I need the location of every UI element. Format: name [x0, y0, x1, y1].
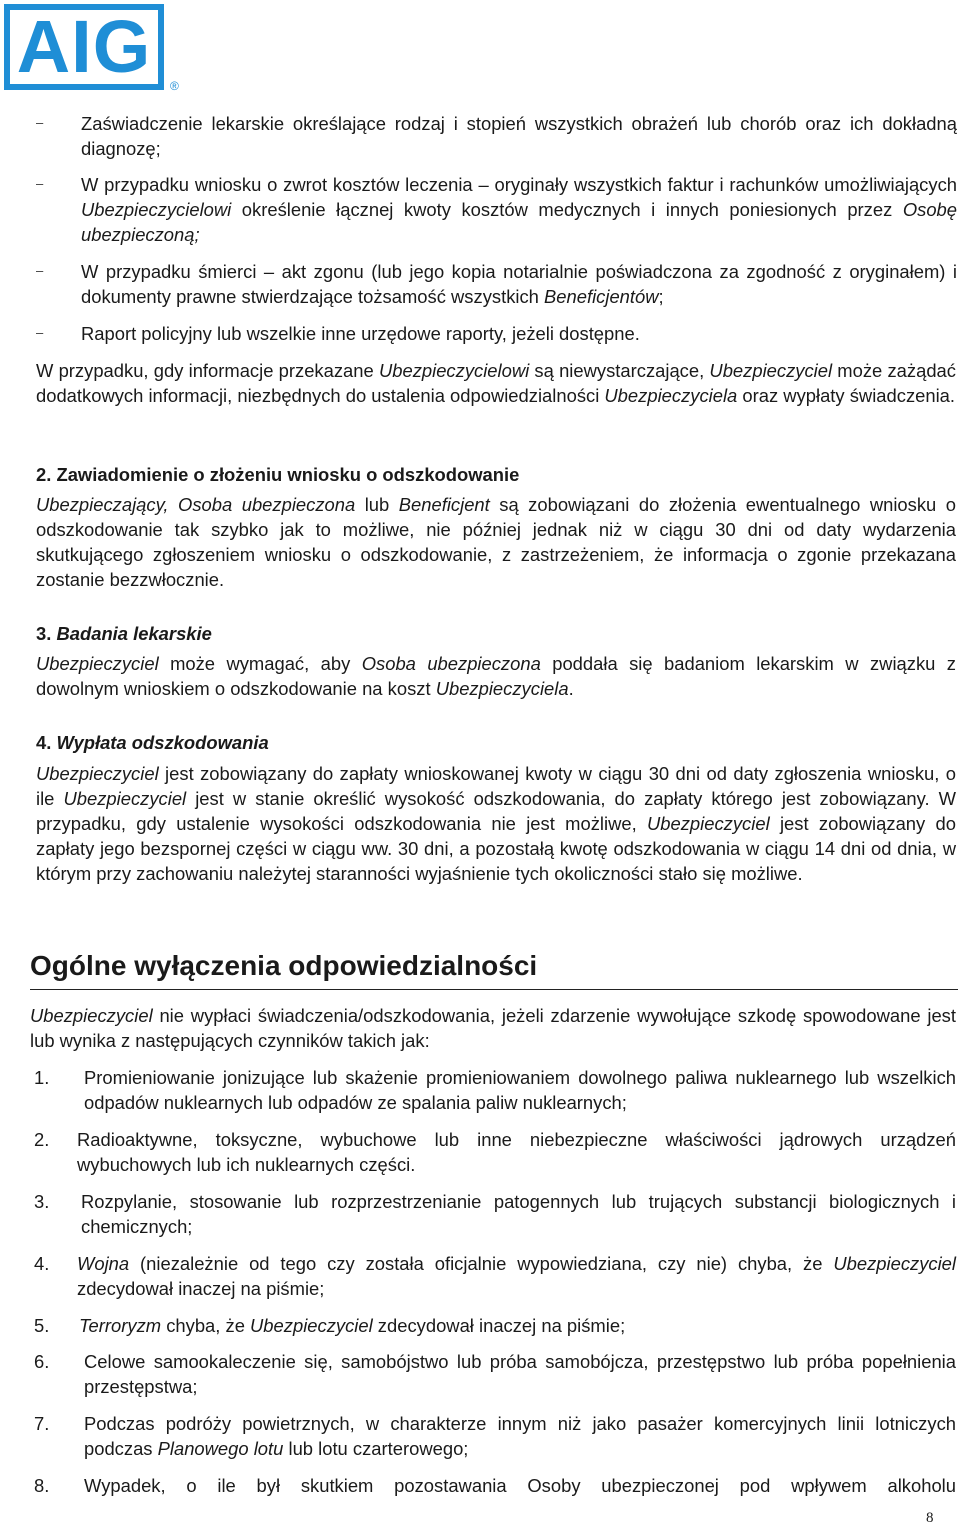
aig-logo: [0, 0, 186, 96]
exclusion-number: 2.: [34, 1129, 50, 1150]
exclusion-item: Terroryzm chyba, że Ubezpieczyciel zdecydował inaczej na piśmie;: [79, 1315, 626, 1336]
exclusion-number: 8.: [34, 1475, 50, 1496]
section-body-4: Ubezpieczyciel jest zobowiązany do zapłaty wnioskowanej kwoty w ciągu 30 dni od daty zgłoszenia wniosku, o ile Ubezpieczyciel jest w stanie określić wysokość odszkodowania, do zapłaty którego jest zobowiązany. W przypadku, gdy ustalenie wysokości odszkodowania nie jest możliwe, Ubezpieczyciel jest zobowiązany do zapłaty jego bezspornej części w ciągu ww. 30 dni, a pozostałą kwotę odszkodowania w ciągu 14 dni od dnia, w którym przy zachowaniu należytej staranności wyjaśnienie tych okoliczności stało się możliwe.: [36, 763, 956, 884]
bullet-dash: –: [36, 176, 44, 191]
exclusion-item: Podczas podróży powietrznych, w charakterze innym niż jako pasażer komercyjnych linii lotniczych podczas Planowego lotu lub lotu czarterowego;: [84, 1413, 956, 1459]
bullet-item: Zaświadczenie lekarskie określające rodzaj i stopień wszystkich obrażeń lub chorób oraz ich dokładną diagnozę;: [81, 113, 957, 159]
exclusion-item: Promieniowanie jonizujące lub skażenie promieniowaniem dowolnego paliwa nuklearnego lub wszelkich odpadów nuklearnych lub odpadów ze spalania paliw nuklearnych;: [84, 1067, 956, 1113]
exclusion-number: 7.: [34, 1413, 50, 1434]
exclusion-number: 4.: [34, 1253, 50, 1274]
section-heading-3: 3. Badania lekarskie: [36, 623, 212, 644]
exclusion-item: Wojna (niezależnie od tego czy została oficjalnie wypowiedziana, czy nie) chyba, że Ubezpieczyciel zdecydował inaczej na piśmie;: [77, 1253, 956, 1299]
section-heading-2: 2. Zawiadomienie o złożeniu wniosku o odszkodowanie: [36, 464, 520, 485]
bullet-dash: –: [36, 325, 44, 340]
info-paragraph: W przypadku, gdy informacje przekazane Ubezpieczycielowi są niewystarczające, Ubezpieczyciel może zażądać dodatkowych informacji, niezbędnych do ustalenia odpowiedzialności Ubezpieczyciela oraz wypłaty świadczenia.: [36, 360, 956, 406]
exclusion-number: 5.: [34, 1315, 50, 1336]
exclusion-item: Rozpylanie, stosowanie lub rozprzestrzenianie patogennych lub trujących substancji biologicznych i chemicznych;: [81, 1191, 956, 1237]
bullet-item: W przypadku śmierci – akt zgonu (lub jego kopia notarialnie poświadczona za zgodność z oryginałem) i dokumenty prawne stwierdzające tożsamość wszystkich Beneficjentów;: [81, 261, 957, 307]
exclusion-number: 1.: [34, 1067, 50, 1088]
bullet-item: W przypadku wniosku o zwrot kosztów leczenia – oryginały wszystkich faktur i rachunków umożliwiających Ubezpieczycielowi określenie łącznej kwoty kosztów medycznych i innych poniesionych przez Osobę ubezpieczoną;: [81, 174, 957, 245]
bullet-dash: –: [36, 263, 44, 278]
exclusion-number: 6.: [34, 1351, 50, 1372]
section-body-3: Ubezpieczyciel może wymagać, aby Osoba ubezpieczona poddała się badaniom lekarskim w związku z dowolnym wnioskiem o odszkodowanie na koszt Ubezpieczyciela.: [36, 653, 956, 699]
exclusions-title: Ogólne wyłączenia odpowiedzialności: [30, 950, 538, 981]
registered-mark: ®: [170, 79, 179, 93]
exclusion-item: Wypadek, o ile był skutkiem pozostawania Osoby ubezpieczonej pod wpływem alkoholu: [84, 1475, 956, 1496]
exclusion-item: Radioaktywne, toksyczne, wybuchowe lub inne niebezpieczne właściwości jądrowych urządzeń wybuchowych lub ich nuklearnych części.: [77, 1129, 956, 1175]
exclusion-item: Celowe samookaleczenie się, samobójstwo lub próba samobójcza, przestępstwo lub próba popełnienia przestępstwa;: [84, 1351, 956, 1397]
bullet-dash: –: [36, 115, 44, 130]
bullet-item: Raport policyjny lub wszelkie inne urzędowe raporty, jeżeli dostępne.: [81, 323, 640, 344]
title-underline: [30, 989, 958, 990]
exclusion-number: 3.: [34, 1191, 50, 1212]
logo-text: AIG: [16, 5, 152, 88]
exclusions-intro: Ubezpieczyciel nie wypłaci świadczenia/odszkodowania, jeżeli zdarzenie wywołujące szkodę spowodowane jest lub wynika z następujących czynników takich jak:: [30, 1005, 956, 1051]
section-body-2: Ubezpieczający, Osoba ubezpieczona lub Beneficjent są zobowiązani do złożenia ewentualnego wniosku o odszkodowanie tak szybko jak to możliwe, nie później jednak niż w ciągu 30 dni od daty wydarzenia skutkującego zgłoszeniem wniosku o odszkodowanie, z zastrzeżeniem, że informacja o zgonie przekazana zostanie bezzwłocznie.: [36, 494, 956, 590]
page-number: 8: [926, 1510, 934, 1526]
section-heading-4: 4. Wypłata odszkodowania: [36, 732, 269, 753]
